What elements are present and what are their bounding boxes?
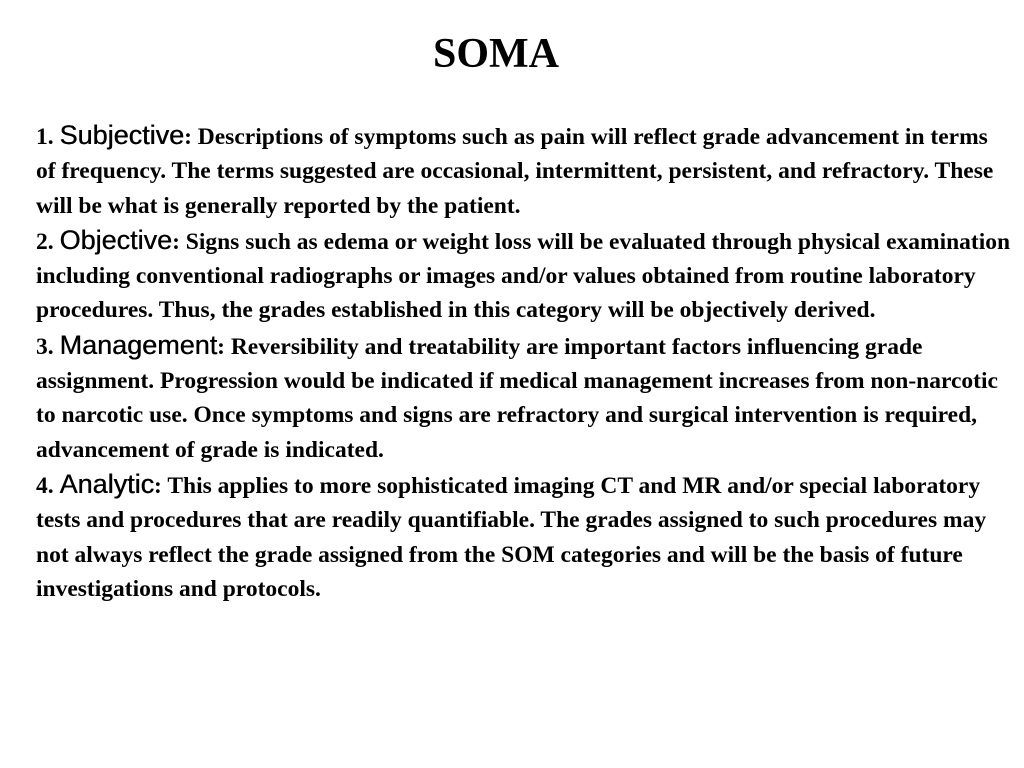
slide-body <box>36 118 1012 606</box>
item-term: Analytic <box>59 468 155 499</box>
list-item-management <box>36 328 1012 467</box>
list-item-objective <box>36 223 1012 328</box>
item-colon: : <box>217 333 225 360</box>
list-item-analytic <box>36 467 1012 606</box>
item-description: This applies to more sophisticated imaging CT and MR and/or special laboratory tests and procedures that are readily quantifiable. The grades assigned to such procedures may not always reflect the grade assigned from the SOM categories and will be the basis of future investigations and protocols. <box>36 472 987 602</box>
list-item-subjective <box>36 118 1012 223</box>
item-number: 3. <box>36 333 60 360</box>
item-term: Management <box>59 329 218 360</box>
item-description: Reversibility and treatability are important factors influencing grade assignment. Progression would be indicated if medical management increases from non-narcotic to narcotic use. Once symptoms and signs are refractory and surgical intervention is required, advancement of grade is indicated. <box>36 333 998 463</box>
item-description: Signs such as edema or weight loss will be evaluated through physical examination including conventional radiographs or images and/or values obtained from routine laboratory procedures. Thus, the grades established in this category will be objectively derived. <box>36 228 1011 324</box>
item-term: Objective <box>59 224 173 255</box>
item-number: 4. <box>36 472 60 499</box>
item-colon: : <box>172 228 180 255</box>
item-number: 2. <box>36 228 60 255</box>
item-description: Descriptions of symptoms such as pain will reflect grade advancement in terms of frequency. The terms suggested are occasional, intermittent, persistent, and refractory. These will be what is generally reported by the patient. <box>36 124 994 219</box>
item-term: Subjective <box>59 120 185 150</box>
item-colon: : <box>184 124 192 150</box>
slide-title: SOMA <box>433 31 559 77</box>
item-colon: : <box>154 472 162 499</box>
item-number: 1. <box>36 124 60 150</box>
